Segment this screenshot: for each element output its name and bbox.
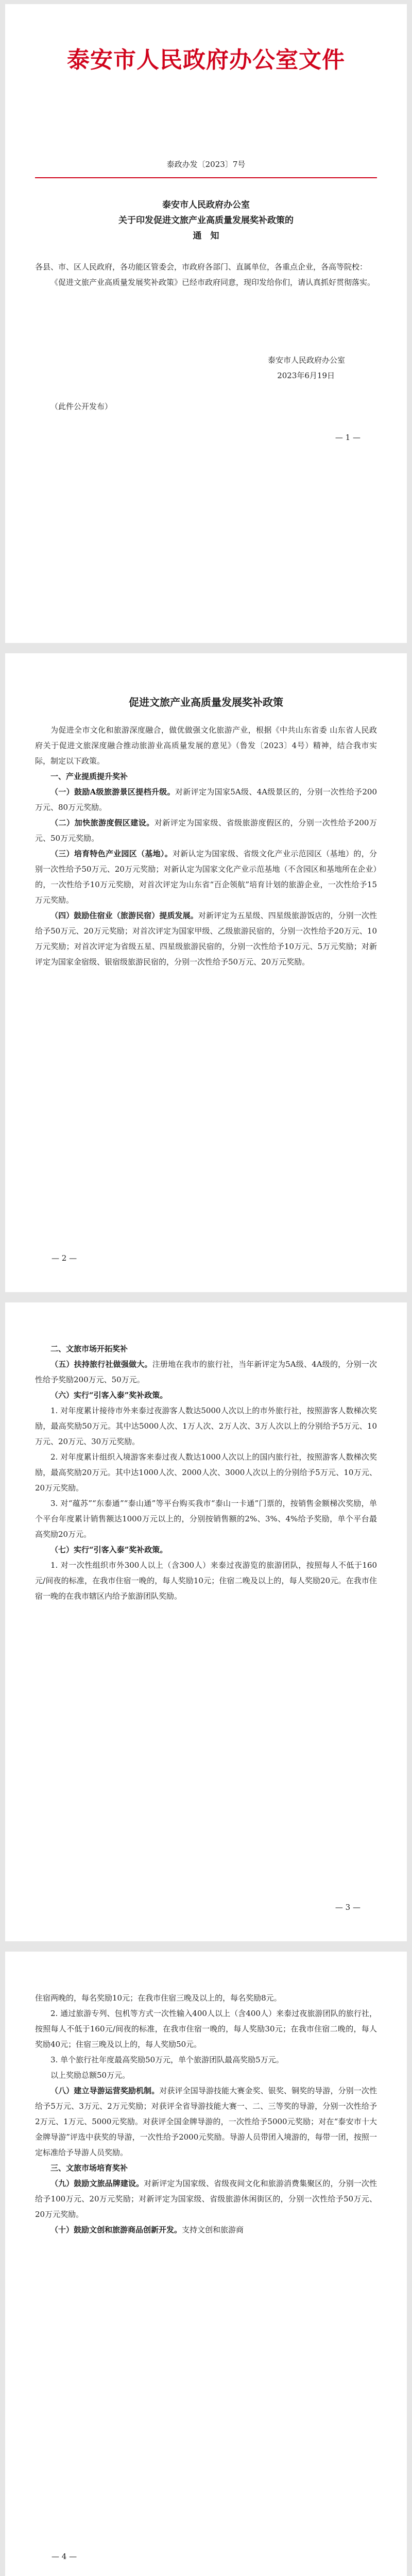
page-number-4: — 4 —: [52, 2552, 77, 2561]
page-number-3: — 3 —: [335, 1903, 360, 1912]
page-number-1: — 1 —: [335, 433, 360, 442]
section-1-title: 一、产业提质提升奖补: [50, 772, 128, 781]
policy-title: 促进文旅产业高质量发展奖补政策: [129, 696, 283, 708]
policy-item-3: （三）培育特色产业园区（基地）。对新认定为国家级、省级文化产业示范园区（基地）的，分别一次性给予50万元、20万元奖励；对新认定为国家文化产业示范基地（不含园区和基地所在企业）的，一次性给予10万元奖励，对首次评定为山东省“百企领航”培育计划的旅游企业，一次性给予15万元奖励。: [35, 849, 377, 905]
p4-item-3: 以上奖励总额50万元。: [50, 2071, 130, 2080]
notice-title-line-2: 关于印发促进文旅产业高质量发展奖补政策的: [118, 215, 294, 226]
p4-item-2: 3. 单个旅行社年度最高奖励50万元，单个旅游团队最高奖励5万元。: [50, 2055, 284, 2064]
doc-number: 泰政办发〔2023〕7号: [166, 160, 246, 169]
issuer: 泰安市人民政府办公室: [267, 355, 345, 365]
p4-item-5: （九）鼓励文旅品牌建设。对新评定为国家级、省级夜间文化和旅游消费集聚区的，分别一次性给予100万元、20万元奖励；对新评定为国家级、省级旅游休闲街区的，分别一次性给予50万元、20万元奖励。: [35, 2179, 377, 2219]
notice-title-line-1: 泰安市人民政府办公室: [162, 200, 250, 210]
issue-date: 2023年6月19日: [277, 371, 335, 380]
section-2-title: 二、文旅市场开拓奖补: [50, 1344, 128, 1353]
notice-title-line-3: 通 知: [193, 231, 219, 241]
p4-item-6: （十）鼓励文创和旅游商品创新开发。支持文创和旅游商: [50, 2225, 244, 2234]
policy-item-2: （二）加快旅游度假区建设。对新评定为国家级、省级旅游度假区的，分别一次性给予200万元、50万元奖励。: [35, 818, 377, 843]
p4-item-1: 2. 通过旅游专列、包机等方式一次性输入400人以上（含400人）来泰过夜旅游团队的旅行社，按照每人不低于160元/间夜的标准，在我市住宿一晚的，每人奖励30元；在我市住宿二晚的，每人奖励40元；住宿三晚及以上的，每人奖励50元。: [35, 2009, 377, 2049]
publish-note: （此件公开发布）: [50, 402, 113, 411]
red-divider: [35, 177, 377, 178]
notice-body: 《促进文旅产业高质量发展奖补政策》已经市政府同意，现印发给你们，请认真抓好贯彻落实。: [50, 278, 375, 287]
section-3-title: 三、文旅市场培育奖补: [50, 2163, 128, 2173]
page-4: [5, 1952, 407, 2576]
p4-item-4: （八）建立导游运营奖励机制。对获评全国导游技能大赛金奖、银奖、铜奖的导游，分别一次性给予5万元、3万元、2万元奖励；对获评全省导游技能大赛一、二、三等奖的导游，分别一次性给予2万元、1万元、5000元奖励。对获评全国金牌导游的，一次性给予5000元奖励；对在“泰安市十大金牌导游”评选中获奖的导游，一次性给予2000元奖励。导游人员带团入境游的，每带一团，按照一定标准给予导游人员奖励。: [35, 2086, 377, 2157]
policy-item-1: （一）鼓励A级旅游景区提档升级。对新评定为国家5A级、4A级景区的，分别一次性给予200万元、80万元奖励。: [35, 787, 377, 812]
agency-title: 泰安市人民政府办公室文件: [67, 47, 345, 73]
page-number-2: — 2 —: [52, 1253, 77, 1263]
policy-item-4: （四）鼓励住宿业（旅游民宿）提质发展。对新评定为五星级、四星级旅游饭店的，分别一次性给予50万元、20万元奖励；对首次评定为国家甲级、乙级旅游民宿的，分别一次性给予20万元、10万元奖励；对首次评定为省级五星、四星级旅游民宿的，分别一次性给予10万元、5万元奖励；对新评定为国家金宿级、银宿级旅游民宿的，分别一次性给予50万元、20万元奖励。: [35, 911, 377, 967]
p3-item-4: 2. 对年度累计组织入境游客来泰过夜人数达1000人次以上的国内旅行社，按照游客人数梯次奖励，最高奖励20万元。其中达1000人次、2000人次、3000人次以上的分别给予5万元、10万元、20万元奖励。: [35, 1452, 377, 1493]
p3-item-7: 1. 对一次性组织市外300人以上（含300人）来泰过夜游览的旅游团队，按照每人不低于160元/间夜的标准，在我市住宿一晚的，每人奖励10元；住宿二晚及以上的，每人奖励20元。在我市住宿一晚的在我市辖区内给予旅游团队奖励。: [35, 1561, 377, 1601]
page-1: [5, 4, 407, 643]
p3-item-5: 3. 对“蕴苏”“东泰通”“泰山通”等平台购买我市“泰山一卡通”门票的，按销售金额梯次奖励，单个平台年度累计销售额达1000万元以上的，分别按销售额的2%、3%、4%给予奖励，单个平台最高奖励20万元。: [35, 1499, 377, 1539]
p3-item-3: 1. 对年度累计接待市外来泰过夜游客人数达5000人次以上的市外旅行社，按照游客人数梯次奖励，最高奖励50万元。其中达5000人次、1万人次、2万人次、3万人次以上的分别给予5万元、10万元、20万元、30万元奖励。: [35, 1406, 377, 1446]
page-3: [5, 1302, 407, 1941]
p4-lead: 住宿两晚的，每名奖励10元；在我市住宿三晚及以上的，每名奖励8元。: [35, 1993, 282, 2003]
addressee: 各县、市、区人民政府，各功能区管委会，市政府各部门、直属单位，各重点企业，各高等院校：: [35, 262, 368, 272]
page-2: [5, 653, 407, 1292]
p3-item-6: （七）实行“引客入泰”奖补政策。: [50, 1545, 168, 1554]
p3-item-2: （六）实行“引客入泰”奖补政策。: [50, 1391, 168, 1400]
policy-intro: 为促进全市文化和旅游深度融合，做优做强文化旅游产业，根据《中共山东省委 山东省人民政府关于促进文旅深度融合推动旅游业高质量发展的意见》（鲁发〔2023〕4号）精神，结合我市实际，制定以下政策。: [35, 725, 377, 766]
p3-item-1: （五）扶持旅行社做强做大。注册地在我市的旅行社，当年新评定为5A级、4A级的，分别一次性给予奖励200万元、50万元。: [35, 1360, 377, 1384]
